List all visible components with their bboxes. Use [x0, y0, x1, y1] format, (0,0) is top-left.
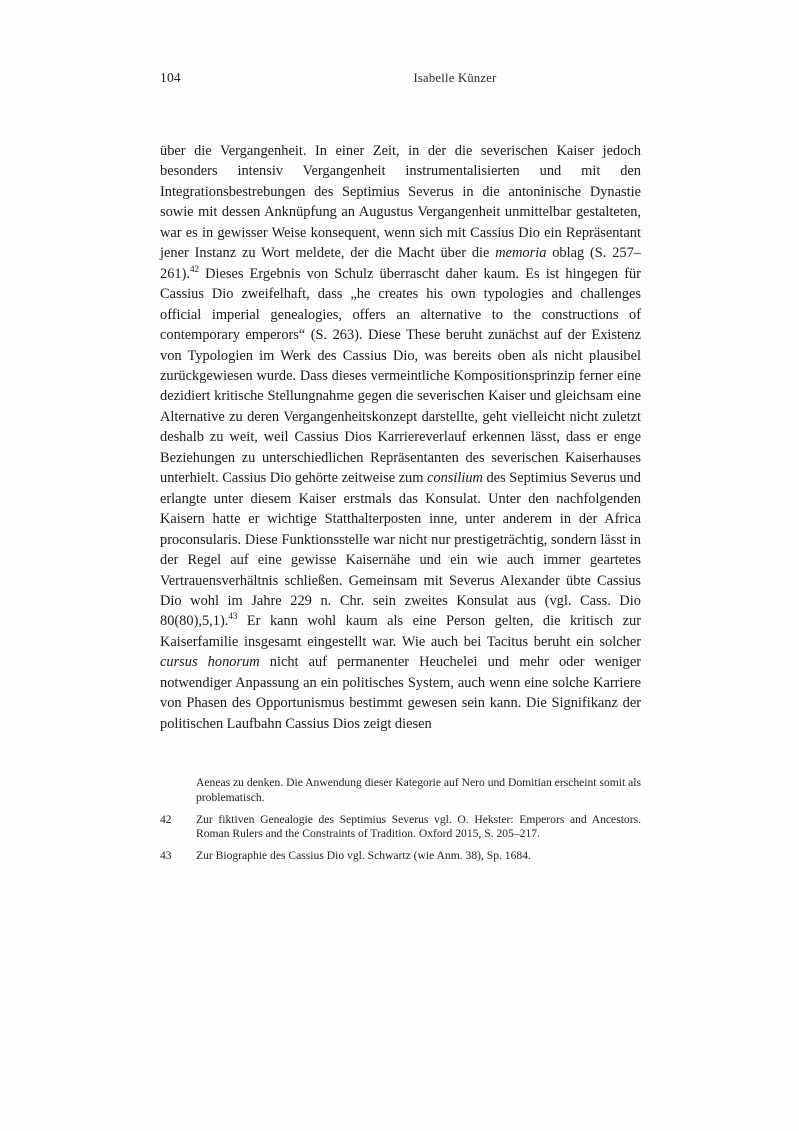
footnote-text: Zur Biographie des Cassius Dio vgl. Schwartz (wie Anm. 38), Sp. 1684.: [196, 849, 531, 863]
latin-term: memoria: [495, 245, 547, 262]
footnote-text: Aeneas zu denken. Die Anwendung dieser Kategorie auf Nero und Domitian erscheint somit als problematisch.: [196, 776, 641, 804]
page-header: [160, 70, 640, 90]
footnote-marker: 43: [160, 849, 172, 863]
body-paragraph: über die Vergangenheit. In einer Zeit, in der die severischen Kaiser jedoch besonders intensiv Vergangenheit instrumentalisierten und mit den Integrationsbestrebungen des Septimius Severus in die antoninische Dynastie sowie mit dessen Anknüpfung an Augustus Vergangenheit unmittelbar gestalteten, war es in gewisser Weise konsequent, wenn sich mit Cassius Dio ein Repräsentant jener Instanz zu Wort meldete, der die Macht über die memoria oblag (S. 257–261).$^{42}$ Dieses Ergebnis von Schulz überrascht daher kaum. Es ist hingegen für Cassius Dio zweifelhaft, dass „he creates his own typologies and challenges official imperial genealogies, offers an alternative to the constructions of contemporary emperors“ (S. 263). Diese These beruht zunächst auf der Existenz von Typologien im Werk des Cassius Dio, was bereits oben als nicht plausibel zurückgewiesen wurde. Dass dieses vermeintliche Kompositionsprinzip ferner eine dezidiert kritische Stellungnahme gegen die severischen Kaiser und gleichsam eine Alternative zu deren Vergangenheitskonzept darstellte, geht vielleicht nicht zuletzt deshalb zu weit, weil Cassius Dios Karriereverlauf erkennen lässt, dass er enge Beziehungen zu unterschiedlichen Repräsentanten des severischen Kaiserhauses unterhielt. Cassius Dio gehörte zeitweise zum consilium des Septimius Severus und erlangte unter diesem Kaiser erstmals das Konsulat. Unter den nachfolgenden Kaisern hatte er wichtige Statthalterposten inne, unter anderem in der Africa proconsularis. Diese Funktionsstelle war nicht nur prestigeträchtig, sondern lässt in der Regel auf eine gewisse Kaisernähe und ein wie auch immer geartetes Vertrauensverhältnis schließen. Gemeinsam mit Severus Alexander übte Cassius Dio wohl im Jahre 229 n. Chr. sein zweites Konsulat aus (vgl. Cass. Dio 80(80),5,1).$^{43}$ Er kann wohl kaum als eine Person gelten, die kritisch zur Kaiserfamilie insgesamt eingestellt war. Wie auch bei Tacitus beruht ein solcher cursus honorum nicht auf permanenter Heuchelei und mehr oder weniger notwendiger Anpassung an ein politisches System, auch wenn eine solche Karriere von Phasen des Opportunismus bestimmt gewesen sein kann. Die Signifikanz der politischen Laufbahn Cassius Dios zeigt diesen: [160, 143, 642, 732]
footnote-42: [160, 813, 641, 842]
latin-term: cursus honorum: [160, 654, 260, 671]
footnote-apparatus: [160, 776, 641, 871]
page-number: 104: [160, 70, 181, 85]
running-head-author: Isabelle Künzer: [413, 71, 497, 85]
footnote-reference[interactable]: 42: [189, 263, 200, 274]
body-text-block: [160, 141, 641, 734]
footnote-marker: 42: [160, 812, 172, 826]
latin-term: consilium: [426, 470, 483, 487]
footnote-reference[interactable]: 43: [228, 611, 238, 622]
footnote-continuation: [160, 776, 641, 805]
footnote-43: [160, 849, 641, 864]
footnote-text: Zur fiktiven Genealogie des Septimius Severus vgl. O. Hekster: Emperors and Ancestors. Roman Rulers and the Constraints of Tradition. Oxford 2015, S. 205–217.: [196, 812, 641, 841]
